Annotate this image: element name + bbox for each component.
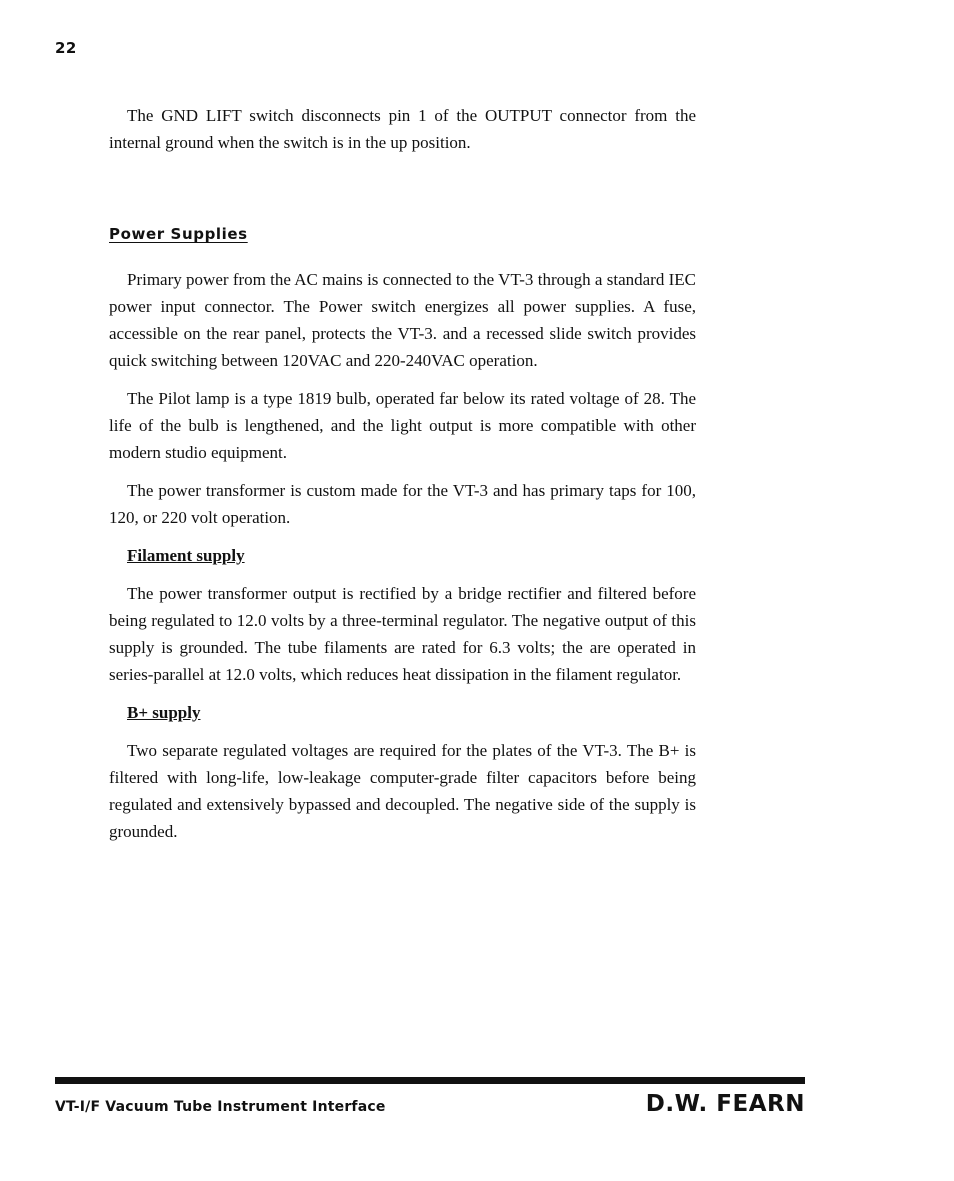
filament-paragraph: The power transformer output is rectified by a bridge rectifier and filtered before being regulated to 12.0 volts by a three-terminal regulator. The negative output of this supply is grounded. The tube filaments are rated for 6.3 volts; the are operated in series-parallel at 12.0 volts, which reduces heat dissipation in the filament regulator.	[109, 584, 696, 684]
intro-paragraph: The GND LIFT switch disconnects pin 1 of the OUTPUT connector from the internal ground when the switch is in the up position.	[109, 106, 696, 152]
footer-title: VT-I/F Vacuum Tube Instrument Interface	[55, 1099, 386, 1115]
power-paragraph-transformer: The power transformer is custom made for the VT-3 and has primary taps for 100, 120, or 220 volt operation.	[109, 481, 696, 527]
footer-rule	[55, 1077, 805, 1084]
subheading-filament-label: Filament supply	[127, 546, 245, 565]
subheading-filament-supply	[127, 542, 696, 569]
footer-brand-logo: D.W. FEARN	[645, 1091, 805, 1117]
power-paragraph-mains: Primary power from the AC mains is connected to the VT-3 through a standard IEC power input connector. The Power switch energizes all power supplies. A fuse, accessible on the rear panel, protects the VT-3. and a recessed slide switch provides quick switching between 120VAC and 220-240VAC operation.	[109, 270, 696, 370]
power-paragraph-pilot-lamp: The Pilot lamp is a type 1819 bulb, operated far below its rated voltage of 28. The life of the bulb is lengthened, and the light output is more compatible with other modern studio equipment.	[109, 389, 696, 462]
page-body	[109, 102, 696, 845]
subheading-bplus-supply	[127, 699, 696, 726]
subheading-bplus-label: B+ supply	[127, 703, 201, 722]
bplus-paragraph: Two separate regulated voltages are required for the plates of the VT-3. The B+ is filtered with long-life, low-leakage computer-grade filter capacitors before being regulated and extensively bypassed and decoupled. The negative side of the supply is grounded.	[109, 741, 696, 841]
page-number: 22	[55, 39, 77, 57]
section-heading-power-supplies: Power Supplies	[109, 225, 248, 243]
